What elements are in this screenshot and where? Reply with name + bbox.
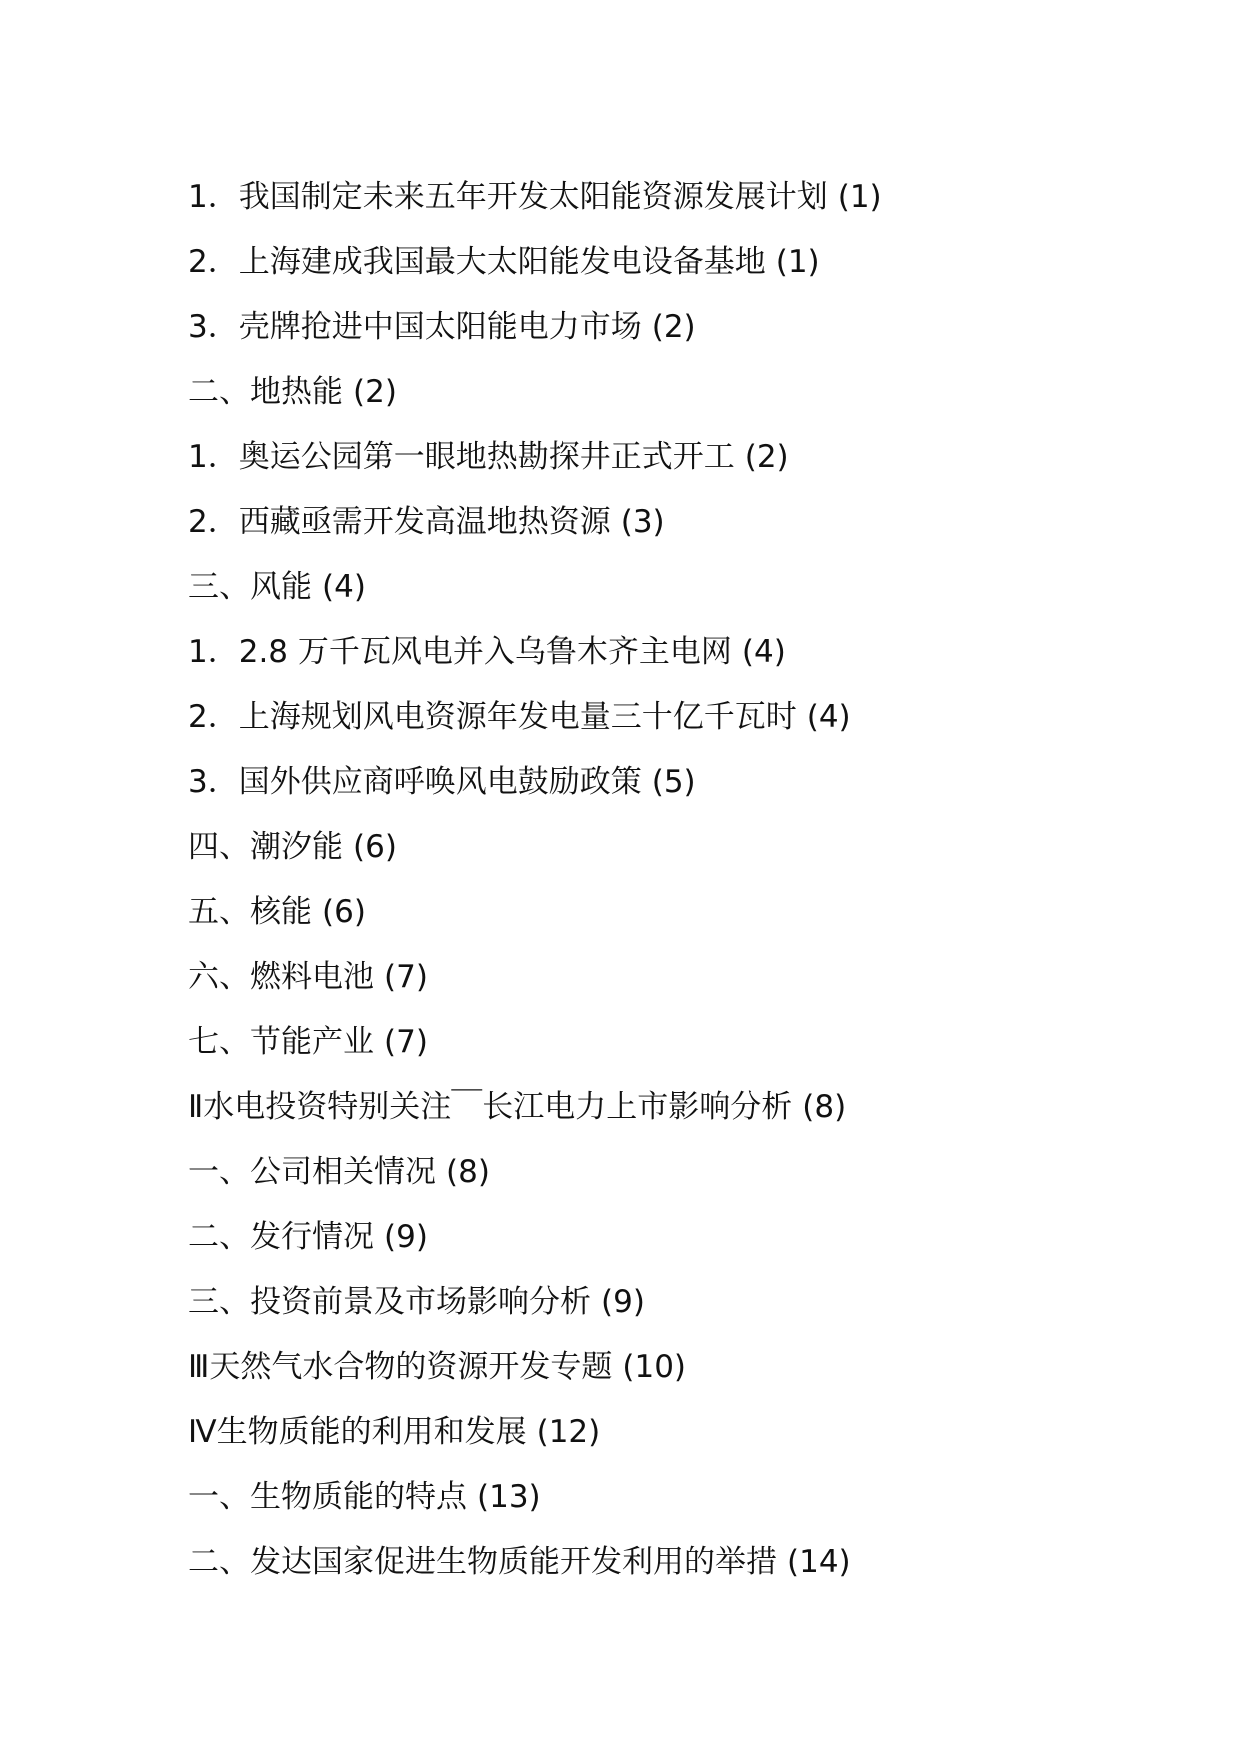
toc-entry[interactable] <box>188 302 1168 367</box>
toc-entry-label: 二、地热能 <box>188 374 343 410</box>
toc-entry-label: 七、节能产业 <box>188 1024 374 1060</box>
toc-entry-page-number: (4) <box>806 699 851 735</box>
toc-entry-page-number: (8) <box>802 1089 847 1125</box>
table-of-contents <box>188 172 1168 1602</box>
toc-entry-label: 三、投资前景及市场影响分析 <box>188 1284 591 1320</box>
toc-entry[interactable] <box>188 1082 1168 1147</box>
toc-entry-label: 一、生物质能的特点 <box>188 1479 467 1515</box>
toc-entry-page-number: (7) <box>384 1024 428 1060</box>
toc-entry-page-number: (2) <box>651 309 696 345</box>
toc-entry-label: 1．奥运公园第一眼地热勘探井正式开工 <box>188 439 735 475</box>
toc-entry-label: 二、发达国家促进生物质能开发利用的举措 <box>188 1544 777 1580</box>
toc-entry-page-number: (2) <box>744 439 789 475</box>
toc-entry-label: Ⅲ天然气水合物的资源开发专题 <box>188 1349 613 1385</box>
toc-entry-label: 2．西藏亟需开发高温地热资源 <box>188 504 611 540</box>
toc-entry-page-number: (12) <box>536 1414 601 1450</box>
toc-entry-page-number: (1) <box>837 179 882 215</box>
toc-entry-label: Ⅳ生物质能的利用和发展 <box>188 1414 527 1450</box>
toc-entry-page-number: (13) <box>477 1479 541 1515</box>
toc-entry[interactable] <box>188 1472 1168 1537</box>
toc-entry-label: 五、核能 <box>188 894 312 930</box>
toc-entry[interactable] <box>188 952 1168 1017</box>
toc-entry-label: 六、燃料电池 <box>188 959 374 995</box>
toc-entry[interactable] <box>188 367 1168 432</box>
toc-entry[interactable] <box>188 562 1168 627</box>
toc-entry-label: 二、发行情况 <box>188 1219 374 1255</box>
toc-entry[interactable] <box>188 237 1168 302</box>
toc-entry-page-number: (1) <box>775 244 820 280</box>
toc-entry[interactable] <box>188 822 1168 887</box>
toc-entry-page-number: (3) <box>620 504 665 540</box>
toc-entry[interactable] <box>188 627 1168 692</box>
toc-entry-page-number: (9) <box>601 1284 645 1320</box>
toc-entry[interactable] <box>188 1212 1168 1277</box>
toc-entry-page-number: (2) <box>353 374 397 410</box>
toc-entry-label: 四、潮汐能 <box>188 829 343 865</box>
toc-entry[interactable] <box>188 497 1168 562</box>
toc-entry[interactable] <box>188 692 1168 757</box>
toc-entry-page-number: (7) <box>384 959 428 995</box>
toc-entry[interactable] <box>188 1537 1168 1602</box>
toc-entry-label: 1．我国制定未来五年开发太阳能资源发展计划 <box>188 179 828 215</box>
toc-entry-page-number: (9) <box>384 1219 428 1255</box>
toc-entry[interactable] <box>188 1017 1168 1082</box>
toc-entry[interactable] <box>188 1342 1168 1407</box>
toc-entry-page-number: (6) <box>322 894 366 930</box>
toc-entry-page-number: (5) <box>651 764 696 800</box>
toc-entry-page-number: (10) <box>622 1349 687 1385</box>
toc-entry-label: 3．国外供应商呼唤风电鼓励政策 <box>188 764 642 800</box>
toc-entry[interactable] <box>188 1407 1168 1472</box>
toc-entry-label: 三、风能 <box>188 569 312 605</box>
toc-entry-label: 1．2.8 万千瓦风电并入乌鲁木齐主电网 <box>188 634 732 670</box>
toc-entry-label: 2．上海规划风电资源年发电量三十亿千瓦时 <box>188 699 797 735</box>
toc-entry-page-number: (6) <box>353 829 397 865</box>
toc-entry-label: 3．壳牌抢进中国太阳能电力市场 <box>188 309 642 345</box>
toc-entry-page-number: (4) <box>322 569 366 605</box>
toc-entry[interactable] <box>188 887 1168 952</box>
toc-entry-page-number: (14) <box>787 1544 851 1580</box>
toc-entry-page-number: (8) <box>446 1154 490 1190</box>
toc-entry-page-number: (4) <box>741 634 786 670</box>
toc-entry[interactable] <box>188 172 1168 237</box>
toc-entry-label: 一、公司相关情况 <box>188 1154 436 1190</box>
toc-entry[interactable] <box>188 757 1168 822</box>
toc-entry[interactable] <box>188 1277 1168 1342</box>
toc-entry[interactable] <box>188 1147 1168 1212</box>
toc-entry[interactable] <box>188 432 1168 497</box>
toc-entry-label: Ⅱ水电投资特别关注￣长江电力上市影响分析 <box>188 1089 793 1125</box>
toc-entry-label: 2．上海建成我国最大太阳能发电设备基地 <box>188 244 766 280</box>
